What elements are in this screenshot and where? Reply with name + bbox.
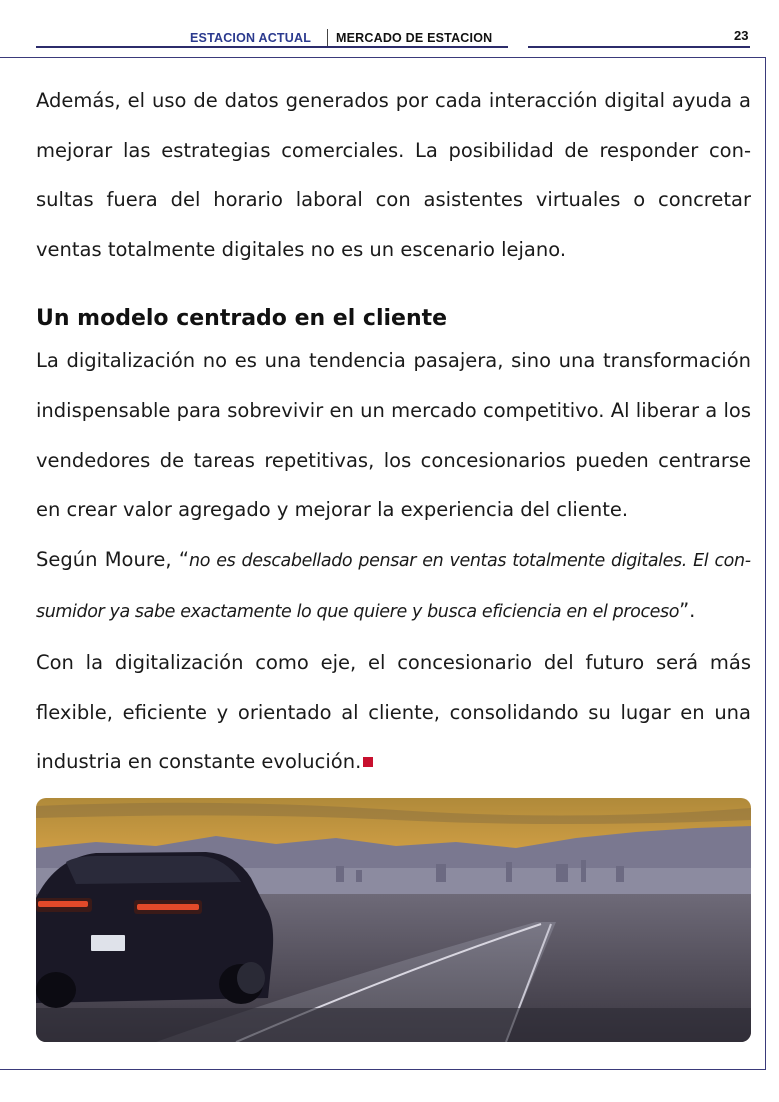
- paragraph-1: Además, el uso de datos generados por cada interacción digital ayuda a mejorar las estrategias comerciales. La posibilidad de responder consultas fuera del horario laboral con asistentes virtuales o concretar ventas totalmente digitales no es un escenario lejano.: [36, 89, 751, 261]
- page-number: 23: [734, 28, 749, 43]
- header-rule-left: [36, 46, 508, 48]
- section-heading: Un modelo centrado en el cliente: [36, 306, 448, 332]
- frame-top-line: [0, 57, 765, 58]
- car-road-photo: [36, 798, 751, 1042]
- subsection-label: MERCADO DE ESTACION: [336, 31, 493, 45]
- header-rule-right: [528, 46, 750, 48]
- car-road-illustration: [36, 798, 751, 1042]
- frame-bottom-line: [0, 1069, 766, 1070]
- paragraph-4: [36, 638, 751, 787]
- frame-right-line: [765, 57, 766, 1070]
- quote-close: ”.: [679, 599, 696, 623]
- quote-intro: Según Moure, “: [36, 547, 189, 571]
- paragraph-quote: [36, 535, 751, 638]
- end-mark-icon: [363, 757, 373, 767]
- paragraph-4-text: Con la digitalización como eje, el concesionario del futuro será más flexible, eficiente y orientado al cliente, consolidando su lugar en una industria en constante evolución.: [36, 650, 751, 774]
- paragraph-2: La digitalización no es una tendencia pasajera, sino una transformación indispensable para sobrevivir en un mercado competitivo. Al liberar a los vendedores de tareas repetitivas, los concesionarios pueden centrarse en crear valor agregado y mejorar la experiencia del cliente.: [36, 349, 751, 522]
- article-body: [36, 76, 751, 787]
- page-header: [0, 0, 779, 60]
- header-separator: [327, 29, 328, 47]
- section-label: ESTACION ACTUAL: [190, 31, 312, 45]
- quote-text: no es descabellado pensar en ventas totalmente digitales. El consumidor ya sabe exactamente lo que quiere y busca eficiencia en el proceso: [36, 550, 752, 623]
